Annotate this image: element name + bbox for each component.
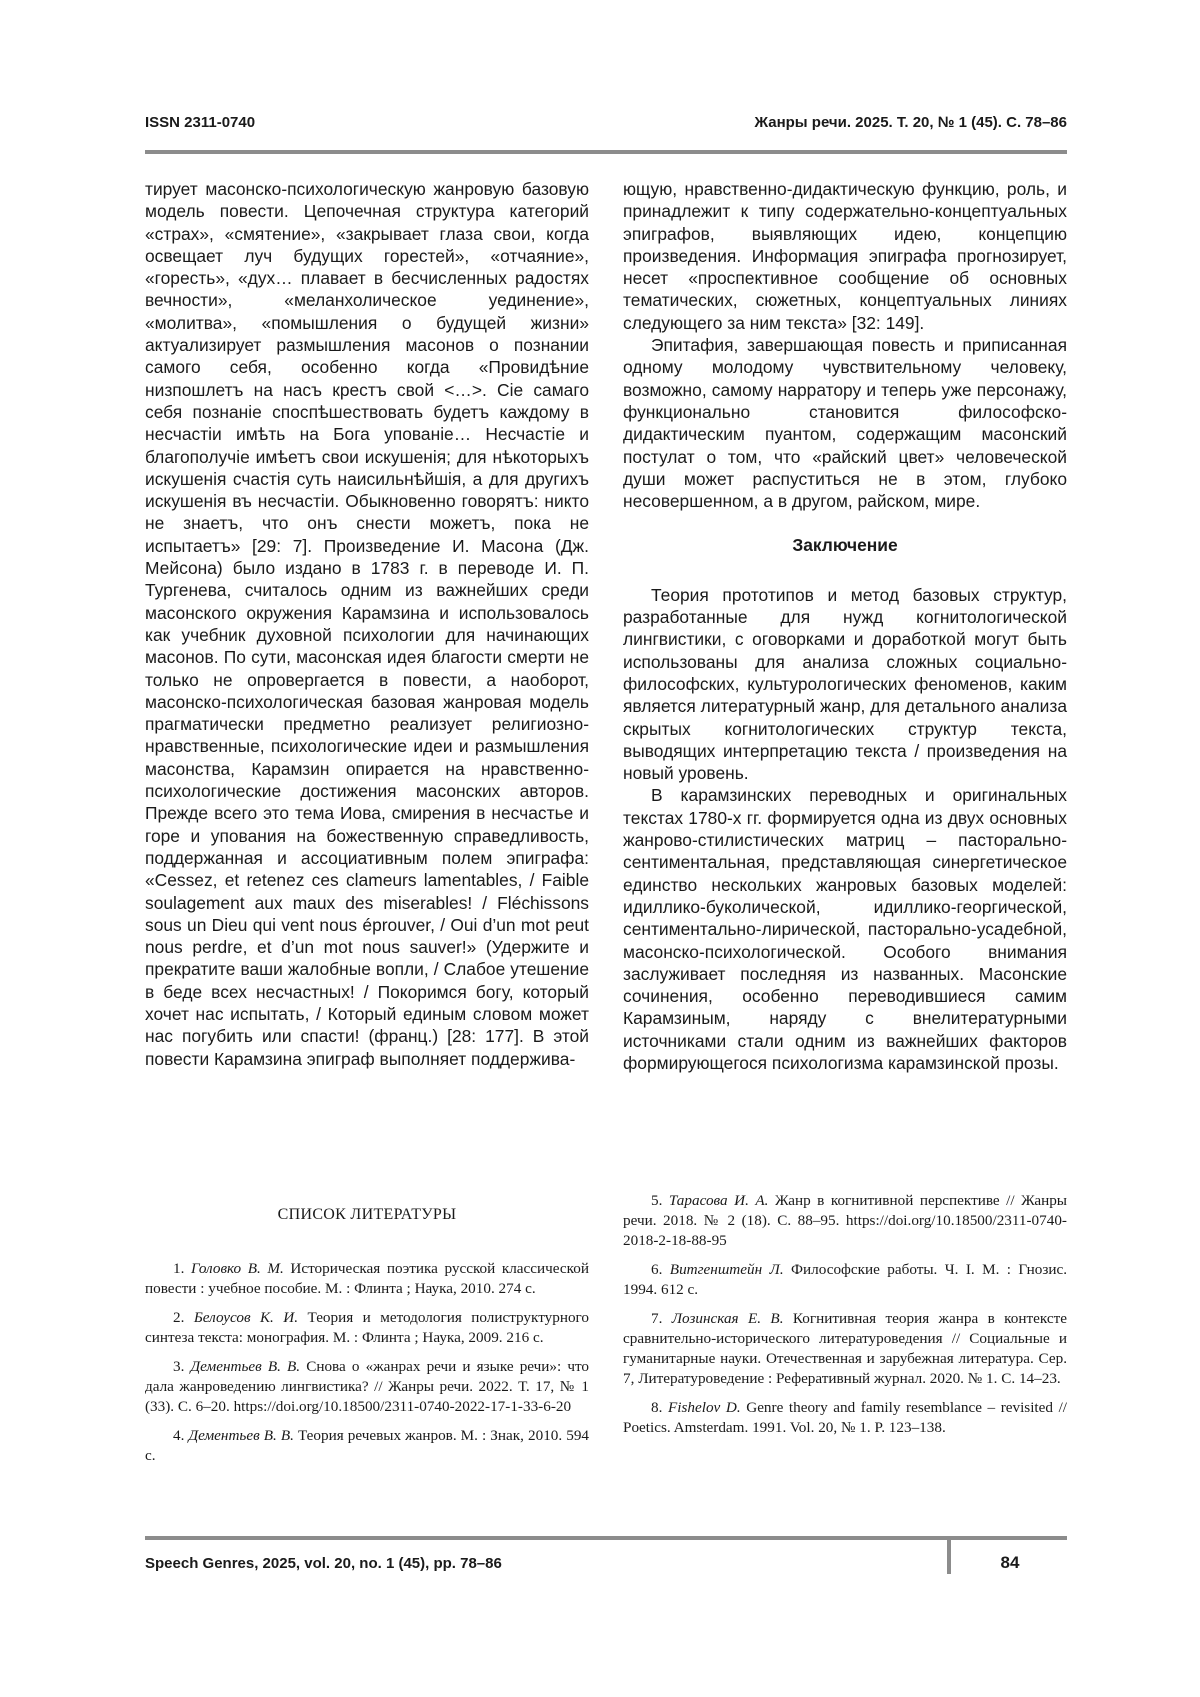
body-paragraph: тирует масонско-психологическую жанровую базовую модель повести. Цепочечная структура категорий «страх», «смятение», «закрывает глаза свои, когда освещает луч будущих горестей», «отчаяние», «горесть», «дух… плавает в бесчисленных радостях вечности», «меланхолическое уединение», «молитва», «помышления о будущей жизни» актуализирует размышления масонов о познании самого себя, особенно когда «Провидѣние низпошлетъ на насъ крестъ свой <…>. Сіе самаго себя познаніе споспѣшествовать будетъ каждому в несчастіи имѣть на Бога упованіе… Несчастіе и благополучіе имѣетъ свои искушенія; для нѣкоторыхъ искушенія счастія суть наисильнѣйшія, а для другихъ искушенія въ несчастіи. Обыкновенно говорятъ: никто не знаетъ, что онъ снести можетъ, пока не испытаетъ» [29: 7]. Произведение И. Масона (Дж. Мейсона) было издано в 1783 г. в переводе И. П. Тургенева, считалось одним из важнейших среди масонского окружения Карамзина и использовалось как учебник духовной психологии для начинающих масонов. По сути, масонская идея благости смерти не только не опровергается в повести, а наоборот, масонско-психологическая базовая жанровая модель прагматически предметно реализует религиозно-нравственные, психологические идеи и размышления масонства, Карамзин опирается на нравственно-психологические достижения масонских авторов. Прежде всего это тема Иова, смирения в несчастье и горе и упования на божественную справедливость, поддержанная и ассоциативным полем эпиграфа: «Cessez, et retenez ces clameurs lamentables, / Faible soulagement aux maux des miserables! / Fléchissons sous un Dieu qui vent nous éprouver, / Oui d’un mot peut nous perdre, et d’un mot nous sauver!» (Удержите и прекратите ваши жалобные вопли, / Слабое утешение в беде всех несчастных! / Покоримся богу, который хочет нас испытать, / Который единым словом может нас погубить или спасти! (франц.) [28: 177]. В этой повести Карамзина эпиграф выполняет поддержива- (145, 179, 589, 1069)
footer-rule (145, 1536, 1067, 1540)
reference-item: 7. Лозинская Е. В. Когнитивная теория жанра в контексте сравнительно-исторического литературоведения // Социальные и гуманитарные науки. Отечественная и зарубежная литература. Сер. 7, Литературоведение : Реферативный журнал. 2020. № 1. С. 14–23. (623, 1310, 1067, 1387)
left-column (145, 178, 589, 1070)
reference-item: 6. Витгенштейн Л. Философские работы. Ч. I. М. : Гнозис. 1994. 612 с. (623, 1261, 1067, 1298)
reference-item: 3. Дементьев В. В. Снова о «жанрах речи и языке речи»: что дала жанроведению лингвистика? // Жанры речи. 2022. Т. 17, № 1 (33). С. 6–20. https://doi.org/10.18500/2311-0740-2022-17-1-33-6-20 (145, 1358, 590, 1415)
issn: ISSN 2311-0740 (145, 114, 256, 131)
section-title-conclusion: Заключение (792, 535, 898, 556)
reference-author: Дементьев В. В. (188, 1427, 294, 1444)
footer-divider (947, 1536, 951, 1574)
reference-author: Дементьев В. В. (190, 1358, 301, 1375)
reference-author: Витгенштейн Л. (669, 1261, 784, 1278)
references-heading: СПИСОК ЛИТЕРАТУРЫ (277, 1206, 457, 1223)
references-right (623, 1191, 1067, 1447)
reference-author: Белоусов К. И. (193, 1309, 299, 1326)
right-column (623, 178, 1067, 1074)
reference-author: Головко В. М. (190, 1260, 284, 1277)
reference-item: 2. Белоусов К. И. Теория и методология полиструктурного синтеза текста: монография. М. : Флинта ; Наука, 2009. 216 с. (145, 1309, 589, 1346)
running-head (145, 114, 1067, 136)
body-paragraph: ющую, нравственно-дидактическую функцию, роль, и принадлежит к типу содержательно-концептуальных эпиграфов, выявляющих идею, концепцию произведения. Информация эпиграфа прогнозирует, несет «проспективное сообщение об основных тематических, сюжетных, концептуальных линиях следующего за ним текста» [32: 149]. (623, 179, 1067, 333)
reference-item: 1. Головко В. М. Историческая поэтика русской классической повести : учебное пособие. М. : Флинта ; Наука, 2010. 274 с. (145, 1260, 589, 1297)
header-rule (145, 150, 1067, 154)
reference-item: 4. Дементьев В. В. Теория речевых жанров. М. : Знак, 2010. 594 с. (145, 1427, 590, 1464)
footer-citation: Speech Genres, 2025, vol. 20, no. 1 (45), pp. 78–86 (145, 1555, 502, 1572)
reference-item: 5. Тарасова И. А. Жанр в когнитивной перспективе // Жанры речи. 2018. № 2 (18). С. 88–95. https://doi.org/10.18500/2311-0740-2018-2-18-88-95 (623, 1192, 1068, 1249)
body-paragraph: Эпитафия, завершающая повесть и приписанная одному молодому чувствительному человеку, возможно, самому нарратору и теперь уже персонажу, функционально становится философско-дидактическим пуантом, содержащим масонский постулат о том, что «райский цвет» человеческой души может распуститься не в этом, глубоко несовершенном, а в другом, райском, мире. (623, 335, 1067, 512)
reference-item: 8. Fishelov D. Genre theory and family resemblance – revisited // Poetics. Amsterdam. 1991. Vol. 20, № 1. P. 123–138. (623, 1399, 1068, 1436)
page-number: 84 (1000, 1553, 1020, 1572)
conclusion-paragraph: В карамзинских переводных и оригинальных текстах 1780-х гг. формируется одна из двух основных жанрово-стилистических матриц – пасторально-сентиментальная, представляющая синергетическое единство нескольких жанровых базовых моделей: идиллико-буколической, идиллико-георгической, сентиментально-лирической, пасторально-усадебной, масонско-психологической. Особого внимания заслуживает последняя из названных. Масонские сочинения, особенно переводившиеся самим Карамзиным, наряду с внелитературными источниками стали одним из важнейших факторов формирующегося психологизма карамзинской прозы. (623, 785, 1067, 1073)
reference-author: Лозинская Е. В. (671, 1310, 784, 1327)
reference-author: Fishelov D. (667, 1399, 741, 1416)
conclusion-paragraph: Теория прототипов и метод базовых структур, разработанные для нужд когнитологической лингвистики, с оговорками и доработкой могут быть использованы для анализа сложных социально-философских, культурологических феноменов, каким является литературный жанр, для детального анализа скрытых когнитологических структур текста, выводящих интерпретацию текста / произведения на новый уровень. (623, 584, 1067, 784)
journal-citation: Жанры речи. 2025. Т. 20, № 1 (45). С. 78–86 (754, 114, 1067, 131)
reference-author: Тарасова И. А. (668, 1192, 769, 1209)
references-left (145, 1205, 589, 1475)
